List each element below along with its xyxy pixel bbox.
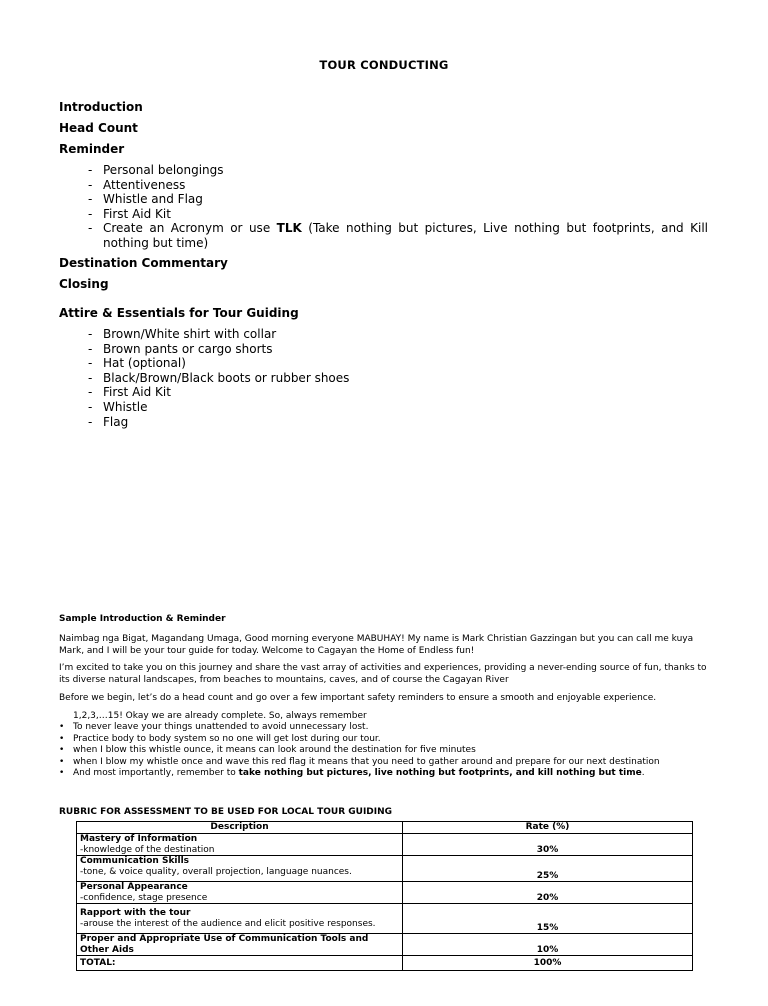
- criterion-title: Communication Skills: [80, 856, 190, 866]
- table-total-row: [77, 956, 693, 971]
- criterion-rate: 30%: [403, 834, 693, 856]
- criterion-title: Mastery of Information: [80, 834, 198, 844]
- list-item: • when I blow my whistle once and wave this red flag it means that you need to gather around and prepare for our next destination: [59, 756, 660, 767]
- criterion-title: Personal Appearance: [80, 882, 188, 892]
- table-row: [77, 934, 693, 956]
- heading-head-count: Head Count: [59, 121, 138, 135]
- heading-closing: Closing: [59, 277, 109, 291]
- list-item: - Personal belongings: [88, 163, 224, 177]
- list-item: • when I blow this whistle ounce, it means can look around the destination for five minutes: [59, 745, 476, 755]
- list-item: - Create an Acronym or use TLK (Take nothing but pictures, Live nothing but footprints, and Kill nothing but time): [88, 221, 708, 250]
- list-item: • Practice body to body system so no one will get lost during our tour.: [59, 733, 381, 744]
- sample-heading: Sample Introduction & Reminder: [59, 614, 226, 624]
- list-item: - First Aid Kit: [88, 385, 171, 400]
- list-item: - First Aid Kit: [88, 206, 171, 221]
- total-label: TOTAL:: [80, 957, 116, 968]
- list-item: - Hat (optional): [88, 356, 186, 371]
- list-item: - Brown pants or cargo shorts: [88, 341, 273, 356]
- heading-reminder: Reminder: [59, 142, 125, 156]
- sample-paragraph-2: I’m excited to take you on this journey and share the vast array of activities and experiences, providing a never-ending source of fun, thanks to its diverse natural landscapes, from beaches to mountains, caves, and of course the Cagayan River: [59, 663, 707, 685]
- table-row: [77, 856, 693, 882]
- sample-paragraph-1: Naimbag nga Bigat, Magandang Umaga, Good morning everyone MABUHAY! My name is Mark Christian Gazzingan but you can call me kuya Mark, and I will be your tour guide for today. Welcome to Cagayan the Home of Endless fun!: [59, 634, 694, 656]
- reminder-bullets: [59, 722, 709, 780]
- document-title: TOUR CONDUCTING: [319, 58, 449, 72]
- list-item: - Attentiveness: [88, 177, 186, 192]
- rubric-title: RUBRIC FOR ASSESSMENT TO BE USED FOR LOCAL TOUR GUIDING: [59, 807, 393, 817]
- criterion-rate: 20%: [403, 882, 693, 904]
- criterion-description: -confidence, stage presence: [80, 892, 208, 903]
- list-item: • To never leave your things unattended to avoid unnecessary lost.: [59, 722, 369, 732]
- column-header-rate: Rate (%): [403, 822, 693, 834]
- head-count-line: 1,2,3,…15! Okay we are already complete. So, always remember: [73, 711, 367, 721]
- list-item: - Whistle: [88, 399, 148, 414]
- total-rate: 100%: [403, 956, 693, 971]
- heading-attire: Attire & Essentials for Tour Guiding: [59, 306, 299, 320]
- criterion-title: Proper and Appropriate Use of Communication Tools and Other Aids: [80, 934, 369, 955]
- criterion-rate: 10%: [403, 934, 693, 956]
- column-header-description: Description: [77, 822, 403, 834]
- heading-destination-commentary: Destination Commentary: [59, 256, 228, 270]
- criterion-rate: 25%: [403, 856, 693, 882]
- rubric-table: [76, 821, 693, 971]
- criterion-description: -arouse the interest of the audience and elicit positive responses.: [80, 918, 376, 929]
- table-row: [77, 882, 693, 904]
- list-item: - Whistle and Flag: [88, 192, 203, 207]
- list-item: - Flag: [88, 414, 129, 429]
- list-item: • And most importantly, remember to take nothing but pictures, live nothing but footprints, and kill nothing but time.: [59, 768, 645, 778]
- attire-list: [88, 327, 708, 429]
- sample-paragraph-3: Before we begin, let’s do a head count and go over a few important safety reminders to ensure a smooth and enjoyable experience.: [59, 693, 657, 703]
- list-item: - Brown/White shirt with collar: [88, 327, 277, 341]
- criterion-title: Rapport with the tour: [80, 908, 191, 918]
- table-row: [77, 834, 693, 856]
- criterion-rate: 15%: [403, 904, 693, 934]
- heading-introduction: Introduction: [59, 100, 143, 114]
- criterion-description: -knowledge of the destination: [80, 844, 215, 855]
- reminder-list: [88, 163, 708, 251]
- table-header-row: [77, 822, 693, 834]
- criterion-description: -tone, & voice quality, overall projection, language nuances.: [80, 866, 352, 877]
- list-item: - Black/Brown/Black boots or rubber shoes: [88, 370, 350, 385]
- table-row: [77, 904, 693, 934]
